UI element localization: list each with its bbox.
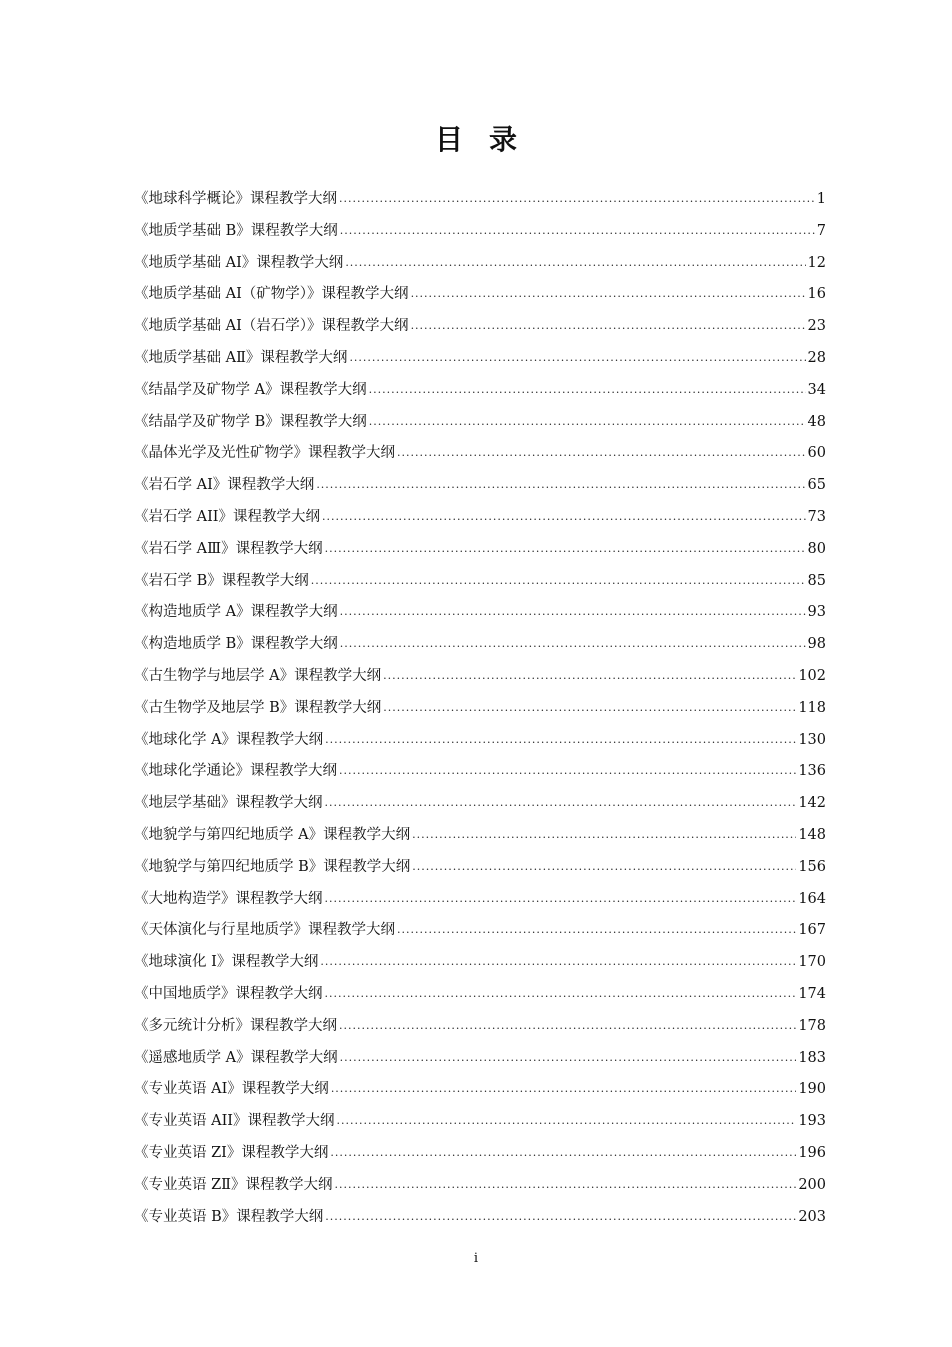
- toc-entry-title: 《岩石学 AI》课程教学大纲: [134, 477, 315, 494]
- toc-entry[interactable]: [134, 693, 826, 725]
- toc-dot-leader: [330, 1137, 796, 1169]
- toc-entry[interactable]: [134, 375, 826, 407]
- toc-entry-page: 85: [807, 572, 826, 589]
- toc-entry-title: 《地球化学通论》课程教学大纲: [134, 763, 337, 780]
- toc-entry-page: 190: [798, 1081, 826, 1098]
- toc-entry-title: 《地质学基础 AⅠ》课程教学大纲: [134, 254, 344, 271]
- toc-entry-title: 《结晶学及矿物学 B》课程教学大纲: [134, 413, 367, 430]
- toc-entry-title: 《天体演化与行星地质学》课程教学大纲: [134, 922, 395, 939]
- toc-dot-leader: [339, 755, 796, 787]
- toc-entry[interactable]: [134, 311, 826, 343]
- toc-entry-page: 23: [807, 318, 826, 335]
- toc-dot-leader: [340, 628, 806, 660]
- toc-dot-leader: [383, 660, 796, 692]
- toc-entry-page: 28: [807, 349, 826, 366]
- toc-entry[interactable]: [134, 566, 826, 598]
- toc-entry[interactable]: [134, 470, 826, 502]
- toc-dot-leader: [325, 724, 796, 756]
- toc-entry-page: 34: [807, 381, 826, 398]
- toc-dot-leader: [325, 883, 797, 915]
- toc-entry-title: 《岩石学 B》课程教学大纲: [134, 572, 309, 589]
- toc-entry[interactable]: [134, 597, 826, 629]
- toc-entry-page: 65: [807, 477, 826, 494]
- toc-dot-leader: [339, 183, 815, 215]
- toc-entry-title: 《专业英语 AI》课程教学大纲: [134, 1081, 329, 1098]
- toc-dot-leader: [322, 501, 806, 533]
- toc-entry-title: 《大地构造学》课程教学大纲: [134, 890, 323, 907]
- toc-dot-leader: [340, 596, 806, 628]
- toc-dot-leader: [337, 1105, 797, 1137]
- toc-entry[interactable]: [134, 1074, 826, 1106]
- toc-entry-title: 《晶体光学及光性矿物学》课程教学大纲: [134, 445, 395, 462]
- toc-dot-leader: [411, 278, 806, 310]
- toc-entry[interactable]: [134, 438, 826, 470]
- toc-entry-page: 60: [807, 445, 826, 462]
- toc-entry-page: 136: [798, 763, 826, 780]
- toc-entry-page: 174: [798, 985, 826, 1002]
- toc-entry-title: 《地质学基础 AⅡ》课程教学大纲: [134, 349, 348, 366]
- toc-entry[interactable]: [134, 1138, 826, 1170]
- toc-entry-page: 118: [798, 699, 826, 716]
- toc-entry-title: 《地貌学与第四纪地质学 B》课程教学大纲: [134, 858, 411, 875]
- toc-entry-title: 《地球演化 I》课程教学大纲: [134, 954, 319, 971]
- toc-entry[interactable]: [134, 915, 826, 947]
- toc-entry-page: 102: [798, 667, 826, 684]
- toc-entry-title: 《地层学基础》课程教学大纲: [134, 795, 323, 812]
- toc-entry[interactable]: [134, 502, 826, 534]
- page-number: i: [473, 1251, 479, 1266]
- toc-entry-page: 196: [798, 1144, 826, 1161]
- toc-dot-leader: [320, 946, 796, 978]
- toc-entry-title: 《地质学基础 AI（矿物学）》课程教学大纲: [134, 286, 409, 303]
- toc-entry[interactable]: [134, 661, 826, 693]
- toc-entry[interactable]: [134, 852, 826, 884]
- toc-dot-leader: [349, 342, 805, 374]
- toc-entry-title: 《中国地质学》课程教学大纲: [134, 985, 323, 1002]
- toc-entry[interactable]: [134, 884, 826, 916]
- toc-entry-title: 《构造地质学 B》课程教学大纲: [134, 636, 338, 653]
- toc-dot-leader: [412, 851, 796, 883]
- toc-entry-page: 12: [807, 254, 826, 271]
- toc-dot-leader: [311, 565, 806, 597]
- toc-entry[interactable]: [134, 947, 826, 979]
- toc-dot-leader: [325, 1201, 796, 1233]
- toc-entry-page: 80: [807, 540, 826, 557]
- toc-dot-leader: [340, 1042, 797, 1074]
- toc-entry[interactable]: [134, 756, 826, 788]
- toc-dot-leader: [397, 914, 796, 946]
- toc-entry[interactable]: [134, 979, 826, 1011]
- toc-entry-title: 《遥感地质学 A》课程教学大纲: [134, 1049, 338, 1066]
- toc-entry-title: 《地貌学与第四纪地质学 A》课程教学大纲: [134, 826, 411, 843]
- toc-entry[interactable]: [134, 1170, 826, 1202]
- toc-dot-leader: [325, 978, 797, 1010]
- toc-entry-page: 93: [807, 604, 826, 621]
- toc-entry-title: 《古生物学及地层学 B》课程教学大纲: [134, 699, 382, 716]
- toc-dot-leader: [411, 310, 806, 342]
- toc-entry[interactable]: [134, 534, 826, 566]
- toc-entry-page: 200: [798, 1176, 826, 1193]
- page-title: 目录: [434, 123, 543, 156]
- toc-entry-page: 170: [798, 954, 826, 971]
- toc-entry[interactable]: [134, 407, 826, 439]
- toc-entry-page: 98: [807, 636, 826, 653]
- toc-entry-page: 193: [798, 1113, 826, 1130]
- toc-entry[interactable]: [134, 248, 826, 280]
- toc-entry-title: 《地质学基础 AⅠ（岩石学）》课程教学大纲: [134, 318, 409, 335]
- toc-dot-leader: [340, 215, 815, 247]
- toc-dot-leader: [325, 533, 806, 565]
- toc-dot-leader: [325, 787, 797, 819]
- toc-entry[interactable]: [134, 1106, 826, 1138]
- table-of-contents: [134, 184, 826, 1233]
- toc-entry-title: 《专业英语 B》课程教学大纲: [134, 1208, 324, 1225]
- toc-entry-title: 《地球化学 A》课程教学大纲: [134, 731, 324, 748]
- toc-entry-title: 《地质学基础 B》课程教学大纲: [134, 222, 338, 239]
- toc-dot-leader: [335, 1169, 797, 1201]
- toc-entry-page: 142: [798, 795, 826, 812]
- toc-entry-title: 《结晶学及矿物学 A》课程教学大纲: [134, 381, 367, 398]
- toc-entry-title: 《地球科学概论》课程教学大纲: [134, 191, 337, 207]
- toc-entry-page: 203: [798, 1208, 826, 1225]
- toc-entry-page: 183: [798, 1049, 826, 1066]
- toc-dot-leader: [369, 406, 806, 438]
- toc-entry-title: 《岩石学 AⅢ》课程教学大纲: [134, 540, 323, 557]
- toc-entry-page: 16: [807, 286, 826, 303]
- toc-entry-page: 148: [798, 826, 826, 843]
- toc-entry[interactable]: [134, 216, 826, 248]
- toc-dot-leader: [397, 437, 806, 469]
- toc-dot-leader: [369, 374, 806, 406]
- toc-entry[interactable]: [134, 1011, 826, 1043]
- toc-entry[interactable]: [134, 788, 826, 820]
- toc-entry-page: 48: [807, 413, 826, 430]
- toc-dot-leader: [383, 692, 796, 724]
- toc-entry[interactable]: [134, 629, 826, 661]
- toc-entry-title: 《专业英语 AII》课程教学大纲: [134, 1113, 335, 1130]
- toc-dot-leader: [331, 1073, 797, 1105]
- toc-entry[interactable]: [134, 184, 826, 216]
- toc-entry-page: 1: [816, 191, 826, 207]
- toc-entry-title: 《多元统计分析》课程教学大纲: [134, 1017, 337, 1034]
- toc-entry-title: 《古生物学与地层学 A》课程教学大纲: [134, 667, 382, 684]
- toc-dot-leader: [412, 819, 796, 851]
- toc-entry[interactable]: [134, 1202, 826, 1234]
- toc-entry-title: 《专业英语 ZⅡ》课程教学大纲: [134, 1176, 333, 1193]
- toc-entry-page: 156: [798, 858, 826, 875]
- toc-entry-page: 164: [798, 890, 826, 907]
- toc-entry-title: 《岩石学 AII》课程教学大纲: [134, 508, 321, 525]
- toc-entry-page: 178: [798, 1017, 826, 1034]
- toc-dot-leader: [345, 247, 805, 279]
- toc-entry[interactable]: [134, 1043, 826, 1075]
- toc-entry-page: 73: [807, 508, 826, 525]
- toc-entry-page: 130: [798, 731, 826, 748]
- toc-entry[interactable]: [134, 820, 826, 852]
- toc-entry-page: 167: [798, 922, 826, 939]
- toc-entry[interactable]: [134, 725, 826, 757]
- toc-dot-leader: [339, 1010, 796, 1042]
- toc-entry-title: 《构造地质学 A》课程教学大纲: [134, 604, 338, 621]
- toc-entry-page: 7: [816, 222, 826, 239]
- toc-entry[interactable]: [134, 279, 826, 311]
- toc-entry[interactable]: [134, 343, 826, 375]
- toc-dot-leader: [316, 469, 805, 501]
- toc-entry-title: 《专业英语 ZⅠ》课程教学大纲: [134, 1144, 329, 1161]
